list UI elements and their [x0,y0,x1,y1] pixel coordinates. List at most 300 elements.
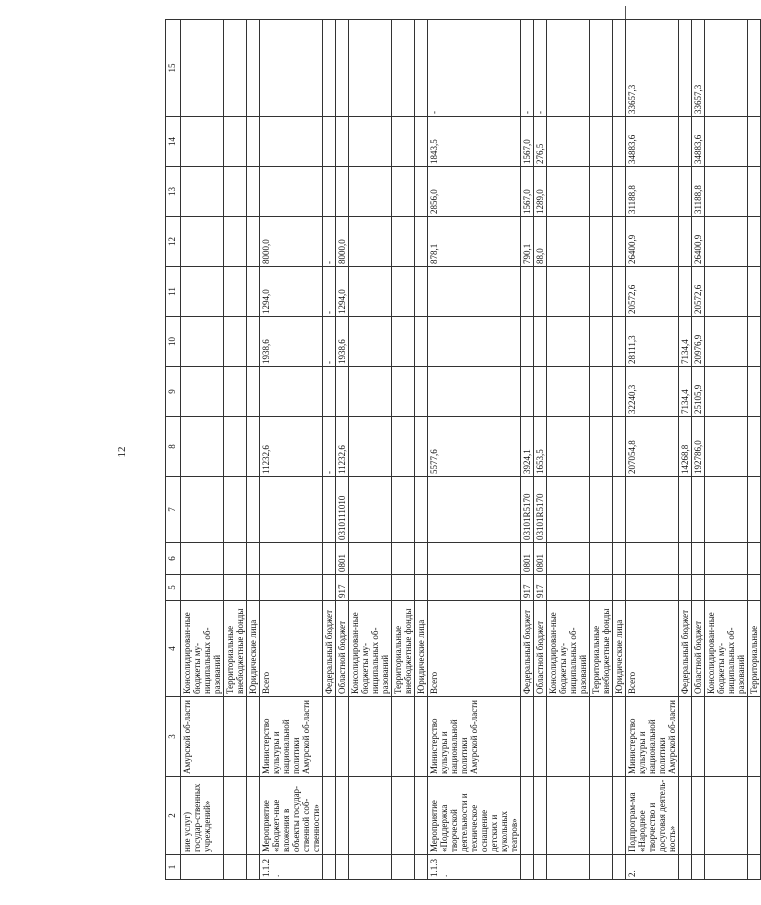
table-cell [547,367,590,417]
table-cell [260,575,323,601]
table-cell [415,217,428,267]
table-cell: Консолидирован-ные бюджеты му-ниципальных об-разований [705,601,748,697]
table-cell [260,167,323,217]
table-cell [392,20,415,117]
table-cell [679,855,692,880]
table-cell [247,167,260,217]
table-cell: Территориальные [748,601,761,697]
table-cell [534,367,547,417]
table-cell [679,697,692,777]
table-cell [692,777,705,855]
table-cell [590,575,613,601]
table-cell [692,855,705,880]
table-cell [590,855,613,880]
table-cell [247,417,260,477]
table-cell [336,697,349,777]
table-cell: 1938,6 [336,317,349,367]
table-cell: 7134,4 [679,367,692,417]
table-cell [224,217,247,267]
table-cell: 31188,8 [626,167,679,217]
table-cell: Всего [428,601,521,697]
table-cell [336,117,349,167]
table-cell [748,417,761,477]
table-cell [748,855,761,880]
table-cell: 5577,6 [428,417,521,477]
table-cell: 32240,3 [626,367,679,417]
table-cell [626,477,679,543]
table-cell [392,117,415,167]
table-cell [415,267,428,317]
table-cell [247,117,260,167]
table-row [705,20,748,880]
table-cell [547,855,590,880]
table-cell [181,417,224,477]
table-cell [247,575,260,601]
table-cell [534,317,547,367]
table-row [247,20,260,880]
table-cell: 0801 [521,543,534,575]
table-cell [748,477,761,543]
table-cell [692,477,705,543]
table-cell [349,267,392,317]
table-cell: 03101R5170 [521,477,534,543]
table-cell [613,267,626,317]
table-cell [349,117,392,167]
table-cell: 34883,6 [626,117,679,167]
table-cell: 20976,9 [692,317,705,367]
table-row [349,20,392,880]
table-cell [392,367,415,417]
table-cell [415,317,428,367]
table-cell [349,317,392,367]
table-cell [590,543,613,575]
table-cell [748,117,761,167]
table-cell [247,855,260,880]
table-cell [705,20,748,117]
table-cell [547,267,590,317]
table-cell: Мероприятие «Поддержка творческой деятельности и техническое оснащение детских и кукольных театров» [428,777,521,855]
table-row [748,20,761,880]
table-cell: 8000,0 [336,217,349,267]
table-cell [415,697,428,777]
table-cell [748,167,761,217]
column-header: 11 [166,267,181,317]
table-cell [613,20,626,117]
table-cell: - [323,417,336,477]
table-cell: 20572,6 [692,267,705,317]
table-cell [547,217,590,267]
table-cell [679,117,692,167]
table-cell [428,477,521,543]
table-cell [349,167,392,217]
column-header: 10 [166,317,181,367]
table-cell [260,20,323,117]
table-cell [323,477,336,543]
column-header: 6 [166,543,181,575]
table-cell [415,117,428,167]
table-cell: 31188,8 [692,167,705,217]
table-cell: 14268,8 [679,417,692,477]
table-cell [181,575,224,601]
table-cell [349,697,392,777]
table-cell: Всего [626,601,679,697]
table-cell [613,543,626,575]
table-cell: 8000,0 [260,217,323,267]
table-cell: 790,1 [521,217,534,267]
table-cell: 26400,9 [692,217,705,267]
table-cell [349,217,392,267]
table-cell [590,267,613,317]
table-cell: Амурской об-ласти [181,697,224,777]
table-cell [613,367,626,417]
table-cell [748,267,761,317]
table-cell [679,477,692,543]
table-cell: 1843,5 [428,117,521,167]
table-cell [748,367,761,417]
table-cell [224,117,247,167]
table-cell [415,417,428,477]
table-cell [323,697,336,777]
table-cell: - [428,20,521,117]
table-cell [247,543,260,575]
table-cell: 26400,9 [626,217,679,267]
column-header: 2 [166,777,181,855]
table-row [626,20,679,880]
table-cell: 878,1 [428,217,521,267]
table-cell: 11232,6 [260,417,323,477]
table-cell [181,367,224,417]
table-cell [590,367,613,417]
table-cell [705,217,748,267]
table-cell: 917 [534,575,547,601]
table-cell [336,777,349,855]
table-cell: Территориальные внебюджетные фонды [224,601,247,697]
table-cell [521,697,534,777]
table-cell [224,20,247,117]
table-cell: ние услуг) государ-ственных учреждений» [181,777,224,855]
table-cell [392,217,415,267]
table-cell: 276,5 [534,117,547,167]
table-row [428,20,521,880]
table-cell [247,777,260,855]
table-cell [748,20,761,117]
table-cell [181,543,224,575]
table-cell [428,367,521,417]
table-cell [349,477,392,543]
table-cell [349,543,392,575]
table-cell [336,167,349,217]
table-cell: 20572,6 [626,267,679,317]
table-cell [547,117,590,167]
table-cell [705,697,748,777]
rotated-table-container [165,20,759,880]
header-row [166,20,181,880]
table-cell: Территориальные внебюджетные фонды [590,601,613,697]
table-cell [349,20,392,117]
table-cell: 1289,0 [534,167,547,217]
table-cell [392,575,415,601]
table-cell [428,317,521,367]
table-cell: - [323,217,336,267]
column-header: 3 [166,697,181,777]
table-cell [392,167,415,217]
table-row [534,20,547,880]
table-cell [590,477,613,543]
table-cell [547,417,590,477]
table-cell [323,543,336,575]
table-cell [547,575,590,601]
table-cell [521,367,534,417]
column-header: 8 [166,417,181,477]
table-cell: 0801 [534,543,547,575]
table-cell [692,575,705,601]
table-row [679,20,692,880]
table-cell [349,777,392,855]
table-cell [224,267,247,317]
table-cell [547,167,590,217]
table-row [613,20,626,880]
table-cell [181,317,224,367]
table-cell [260,543,323,575]
table-cell [336,855,349,880]
table-cell [323,575,336,601]
table-cell [392,543,415,575]
table-cell [349,417,392,477]
table-cell [247,217,260,267]
table-cell [224,697,247,777]
table-cell [705,777,748,855]
table-cell [224,575,247,601]
table-cell: 88,0 [534,217,547,267]
table-cell [748,575,761,601]
table-cell [705,367,748,417]
table-cell: Консолидирован-ные бюджеты му-ниципальных об-разований [547,601,590,697]
table-row [224,20,247,880]
table-cell: Территориальные внебюджетные фонды [392,601,415,697]
table-cell [613,417,626,477]
table-row [392,20,415,880]
table-row [692,20,705,880]
table-cell [679,543,692,575]
table-cell [590,777,613,855]
table-cell [247,477,260,543]
table-cell [260,367,323,417]
table-cell [590,167,613,217]
table-cell: Всего [260,601,323,697]
table-cell: 3924,1 [521,417,534,477]
table-cell [590,117,613,167]
table-cell [428,575,521,601]
table-cell [705,855,748,880]
table-cell [679,777,692,855]
table-cell: 207054,8 [626,417,679,477]
table-cell [224,477,247,543]
table-cell: 28111,3 [626,317,679,367]
table-cell: 1567,0 [521,167,534,217]
table-cell [547,317,590,367]
table-cell [547,477,590,543]
table-cell [521,855,534,880]
table-cell: Областной бюджет [692,601,705,697]
column-header: 15 [166,20,181,117]
table-cell: 1653,5 [534,417,547,477]
table-cell [349,367,392,417]
table-cell [692,543,705,575]
table-cell [679,267,692,317]
table-cell [534,855,547,880]
table-cell [626,575,679,601]
table-cell: Юридические лица [415,601,428,697]
table-cell [679,20,692,117]
table-cell [323,167,336,217]
table-cell: Областной бюджет [534,601,547,697]
table-cell: - [323,267,336,317]
table-cell [613,575,626,601]
table-cell [247,267,260,317]
table-cell [534,267,547,317]
table-cell [392,317,415,367]
table-cell: Министерство культуры и национальной политики Амурской об-ласти [626,697,679,777]
table-cell [521,267,534,317]
table-row [260,20,323,880]
column-header: 13 [166,167,181,217]
table-cell [547,697,590,777]
column-header: 14 [166,117,181,167]
table-cell [679,217,692,267]
table-cell [260,477,323,543]
table-cell [247,367,260,417]
table-cell [590,20,613,117]
table-cell [392,477,415,543]
table-cell [224,317,247,367]
table-cell: 25105,9 [692,367,705,417]
table-cell: Областной бюджет [336,601,349,697]
table-cell [323,777,336,855]
table-cell [613,317,626,367]
table-cell: 1294,0 [260,267,323,317]
table-cell [692,697,705,777]
table-cell [428,267,521,317]
table-cell [705,575,748,601]
table-cell: 34883,6 [692,117,705,167]
table-cell: 2856,0 [428,167,521,217]
table-cell: 917 [336,575,349,601]
table-cell [392,697,415,777]
table-cell [323,367,336,417]
column-header: 1 [166,855,181,880]
table-cell [547,543,590,575]
table-cell [247,697,260,777]
table-cell: 917 [521,575,534,601]
table-cell [181,167,224,217]
table-cell [748,777,761,855]
table-cell [626,543,679,575]
column-header: 9 [166,367,181,417]
table-cell: 1567,0 [521,117,534,167]
table-cell: 1.1.3. [428,855,521,880]
table-cell [415,575,428,601]
table-cell: Федеральный бюджет [521,601,534,697]
table-cell [224,367,247,417]
table-cell [521,777,534,855]
table-cell [349,855,392,880]
table-cell: 7134,4 [679,317,692,367]
table-cell [613,477,626,543]
table-cell [181,855,224,880]
column-header: 4 [166,601,181,697]
table-cell: Федеральный бюджет [323,601,336,697]
table-cell [247,20,260,117]
table-cell: 33657,3 [626,20,679,117]
table-cell [705,317,748,367]
table-cell [521,317,534,367]
table-cell [613,117,626,167]
table-cell [534,777,547,855]
table-row [415,20,428,880]
table-cell [748,697,761,777]
table-row [336,20,349,880]
table-cell: 03101R5170 [534,477,547,543]
column-header: 5 [166,575,181,601]
table-cell [534,697,547,777]
table-cell: Министерство культуры и национальной политики Амурской об-ласти [428,697,521,777]
table-row [323,20,336,880]
table-cell: Юридические лица [247,601,260,697]
table-cell: Подпрограм-ма «Народное творчество и досуговая деятель-ность» [626,777,679,855]
table-cell: - [323,317,336,367]
table-cell [547,777,590,855]
table-cell [590,417,613,477]
table-cell [181,117,224,167]
table-cell [181,20,224,117]
table-cell [415,855,428,880]
table-cell: Юридические лица [613,601,626,697]
table-cell [392,267,415,317]
table-cell: 11232,6 [336,417,349,477]
table-cell: 1294,0 [336,267,349,317]
table-cell [590,317,613,367]
table-cell: - [521,20,534,117]
table-cell [613,777,626,855]
table-cell [224,777,247,855]
table-cell [428,543,521,575]
table-cell [323,20,336,117]
table-cell [679,575,692,601]
table-cell [415,477,428,543]
table-cell [705,543,748,575]
table-cell [748,217,761,267]
budget-table [165,19,761,880]
table-cell: 33657,3 [692,20,705,117]
table-cell [748,543,761,575]
table-cell [260,117,323,167]
table-cell [224,417,247,477]
table-cell: - [534,20,547,117]
table-cell: Консолидирован-ные бюджеты му-ниципальных об-разований [181,601,224,697]
table-cell [181,267,224,317]
table-cell [547,20,590,117]
table-cell [415,20,428,117]
table-cell [590,697,613,777]
table-cell: 0310111010 [336,477,349,543]
table-cell [336,20,349,117]
table-cell [392,855,415,880]
table-cell [247,317,260,367]
table-cell [181,477,224,543]
table-cell [392,777,415,855]
table-cell [224,167,247,217]
table-cell [705,417,748,477]
